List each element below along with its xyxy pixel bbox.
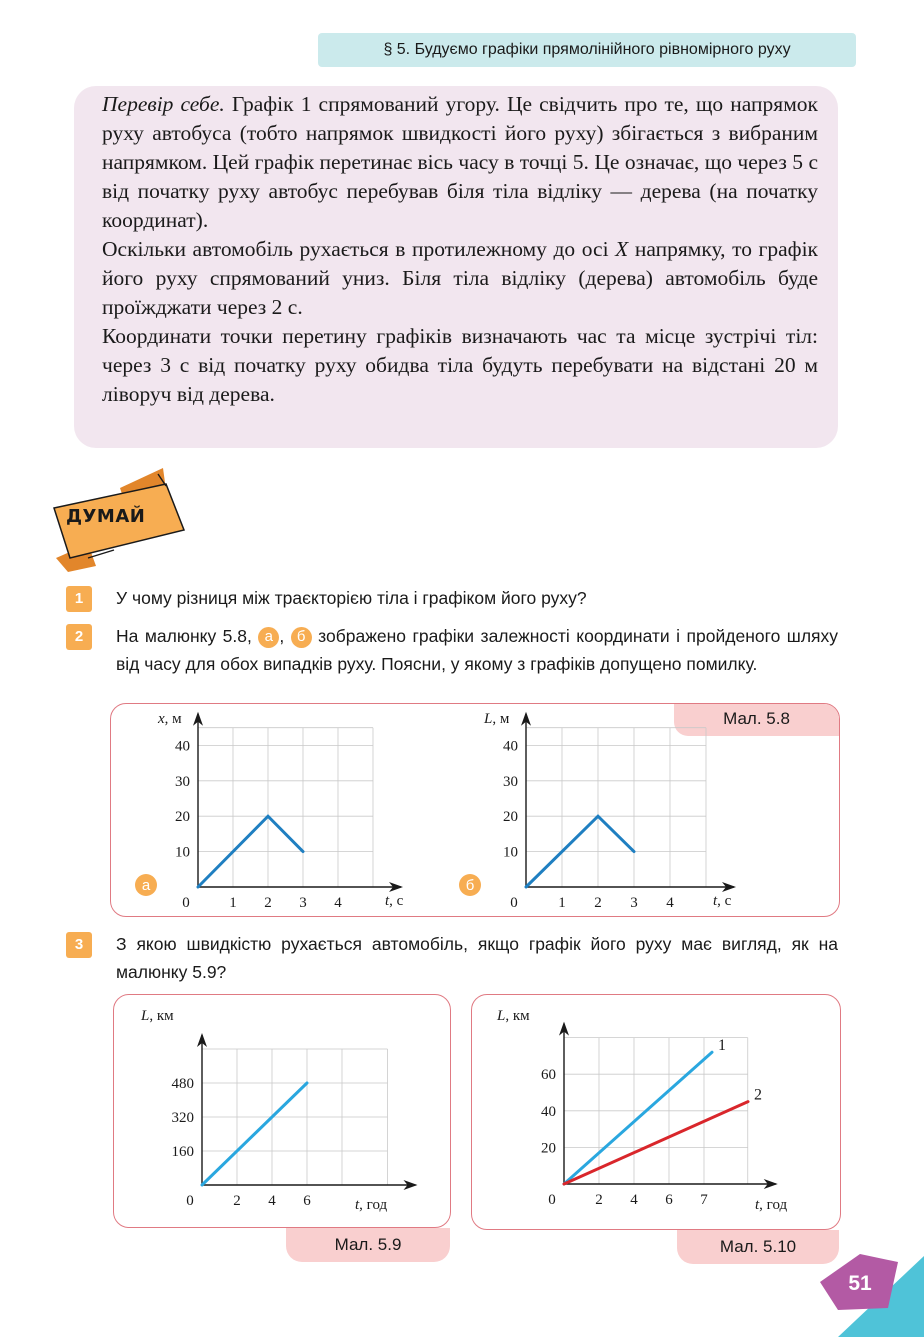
y-tick-label: 30 <box>175 773 190 790</box>
panel-badge-label: а <box>141 877 151 894</box>
y-tick-label: 160 <box>171 1144 194 1160</box>
check-p1: Графік 1 спрямований угору. Це свідчить про те, що напрямок руху автобуса (тобто напрямок швидкості його руху) збігається з вибраним напрямком. Цей графік перетинає вісь часу в точці 5. Це означає, що через 5 с від початку руху автобус перебував біля тіла відліку — дерева (на початку координат). <box>102 92 818 232</box>
section-header: § 5. Будуємо графіки прямолінійного рівномірного руху <box>318 33 856 67</box>
series-line <box>564 1052 712 1184</box>
figure-5-9-caption: Мал. 5.9 <box>286 1228 450 1262</box>
check-p2b: напрямку, то графік його руху спрямований униз. Біля тіла відліку (дерева) автомобіль буде проїжджати через 2 с. <box>102 237 818 319</box>
y-tick-label: 20 <box>175 809 190 826</box>
y-axis-label: x, м <box>158 711 182 727</box>
panel-a-marker: а <box>258 627 279 648</box>
check-yourself-text <box>102 90 818 409</box>
question-2-text <box>116 622 838 678</box>
panel-badge-label: б <box>465 877 475 894</box>
x-tick-label: 1 <box>558 895 566 911</box>
x-tick-label: 6 <box>665 1192 673 1208</box>
q2-text-b: зображено графіки залежності координати і пройденого шляху від часу для обох випадків руху. Поясни, у якому з графіків допущено помилку. <box>116 626 839 674</box>
x-axis-label: t, с <box>713 893 732 909</box>
q2-text-a: На малюнку 5.8, <box>116 626 259 646</box>
page-number-badge <box>818 1252 900 1312</box>
chart-5-8-a <box>110 703 440 915</box>
question-1-text: У чому різниця між траєкторією тіла і графіком його руху? <box>116 588 587 608</box>
y-axis-label: L, м <box>484 711 510 727</box>
y-tick-label: 480 <box>171 1076 194 1092</box>
x-tick-label: 2 <box>594 895 602 911</box>
question-2-number: 2 <box>66 624 92 650</box>
figure-5-10-caption: Мал. 5.10 <box>677 1230 839 1264</box>
axis-x-letter: X <box>615 237 629 261</box>
q2-sep: , <box>279 626 291 646</box>
y-tick-label: 20 <box>541 1140 556 1157</box>
x-tick-label: 2 <box>264 895 272 911</box>
page-number: 51 <box>848 1272 872 1295</box>
x-tick-label: 0 <box>510 895 518 911</box>
y-tick-label: 20 <box>503 809 518 826</box>
check-lead: Перевір себе. <box>102 92 225 116</box>
think-label: ДУМАЙ <box>66 506 146 527</box>
chart-5-8-b <box>440 703 740 915</box>
question-3-text: З якою швидкістю рухається автомобіль, якщо графік його руху має вигляд, як на малюнку 5.9? <box>116 934 838 982</box>
y-axis-label: L, км <box>141 1008 174 1024</box>
series-label: 1 <box>718 1037 726 1055</box>
x-tick-label: 4 <box>666 895 674 911</box>
x-tick-label: 7 <box>700 1192 708 1208</box>
x-axis-label: t, с <box>385 893 404 909</box>
y-axis-label: L, км <box>497 1008 530 1024</box>
x-tick-label: 4 <box>268 1193 276 1209</box>
x-tick-label: 0 <box>186 1193 194 1209</box>
y-tick-label: 10 <box>503 844 518 861</box>
x-tick-label: 4 <box>630 1192 638 1208</box>
y-tick-label: 30 <box>503 773 518 790</box>
y-tick-label: 320 <box>171 1110 194 1126</box>
x-tick-label: 3 <box>630 895 638 911</box>
check-p2a: Оскільки автомобіль рухається в протилежному до осі <box>102 237 616 261</box>
x-tick-label: 6 <box>303 1193 311 1209</box>
chart-5-9 <box>113 994 449 1226</box>
check-yourself-box <box>74 86 838 448</box>
series-line <box>202 1083 307 1185</box>
x-tick-label: 2 <box>595 1192 603 1208</box>
figure-5-8-caption: Мал. 5.8 <box>674 704 839 736</box>
x-tick-label: 0 <box>548 1192 556 1208</box>
x-tick-label: 0 <box>182 895 190 911</box>
y-tick-label: 40 <box>175 738 190 755</box>
check-p3: Координати точки перетину графіків визначають час та місце зустрічі тіл: через 3 с від початку руху обидва тіла будуть перебувати на відстані 20 м ліворуч від дерева. <box>102 324 818 406</box>
x-tick-label: 4 <box>334 895 342 911</box>
y-tick-label: 40 <box>503 738 518 755</box>
x-axis-label: t, год <box>355 1197 388 1213</box>
y-tick-label: 10 <box>175 844 190 861</box>
question-1-number: 1 <box>66 586 92 612</box>
y-tick-label: 60 <box>541 1067 556 1084</box>
x-tick-label: 2 <box>233 1193 241 1209</box>
question-3-number: 3 <box>66 932 92 958</box>
x-tick-label: 1 <box>229 895 237 911</box>
series-line <box>564 1102 748 1184</box>
panel-b-marker: б <box>291 627 312 648</box>
y-tick-label: 40 <box>541 1103 556 1120</box>
x-axis-label: t, год <box>755 1197 788 1213</box>
chart-5-10 <box>471 994 839 1228</box>
series-label: 2 <box>754 1086 762 1104</box>
x-tick-label: 3 <box>299 895 307 911</box>
